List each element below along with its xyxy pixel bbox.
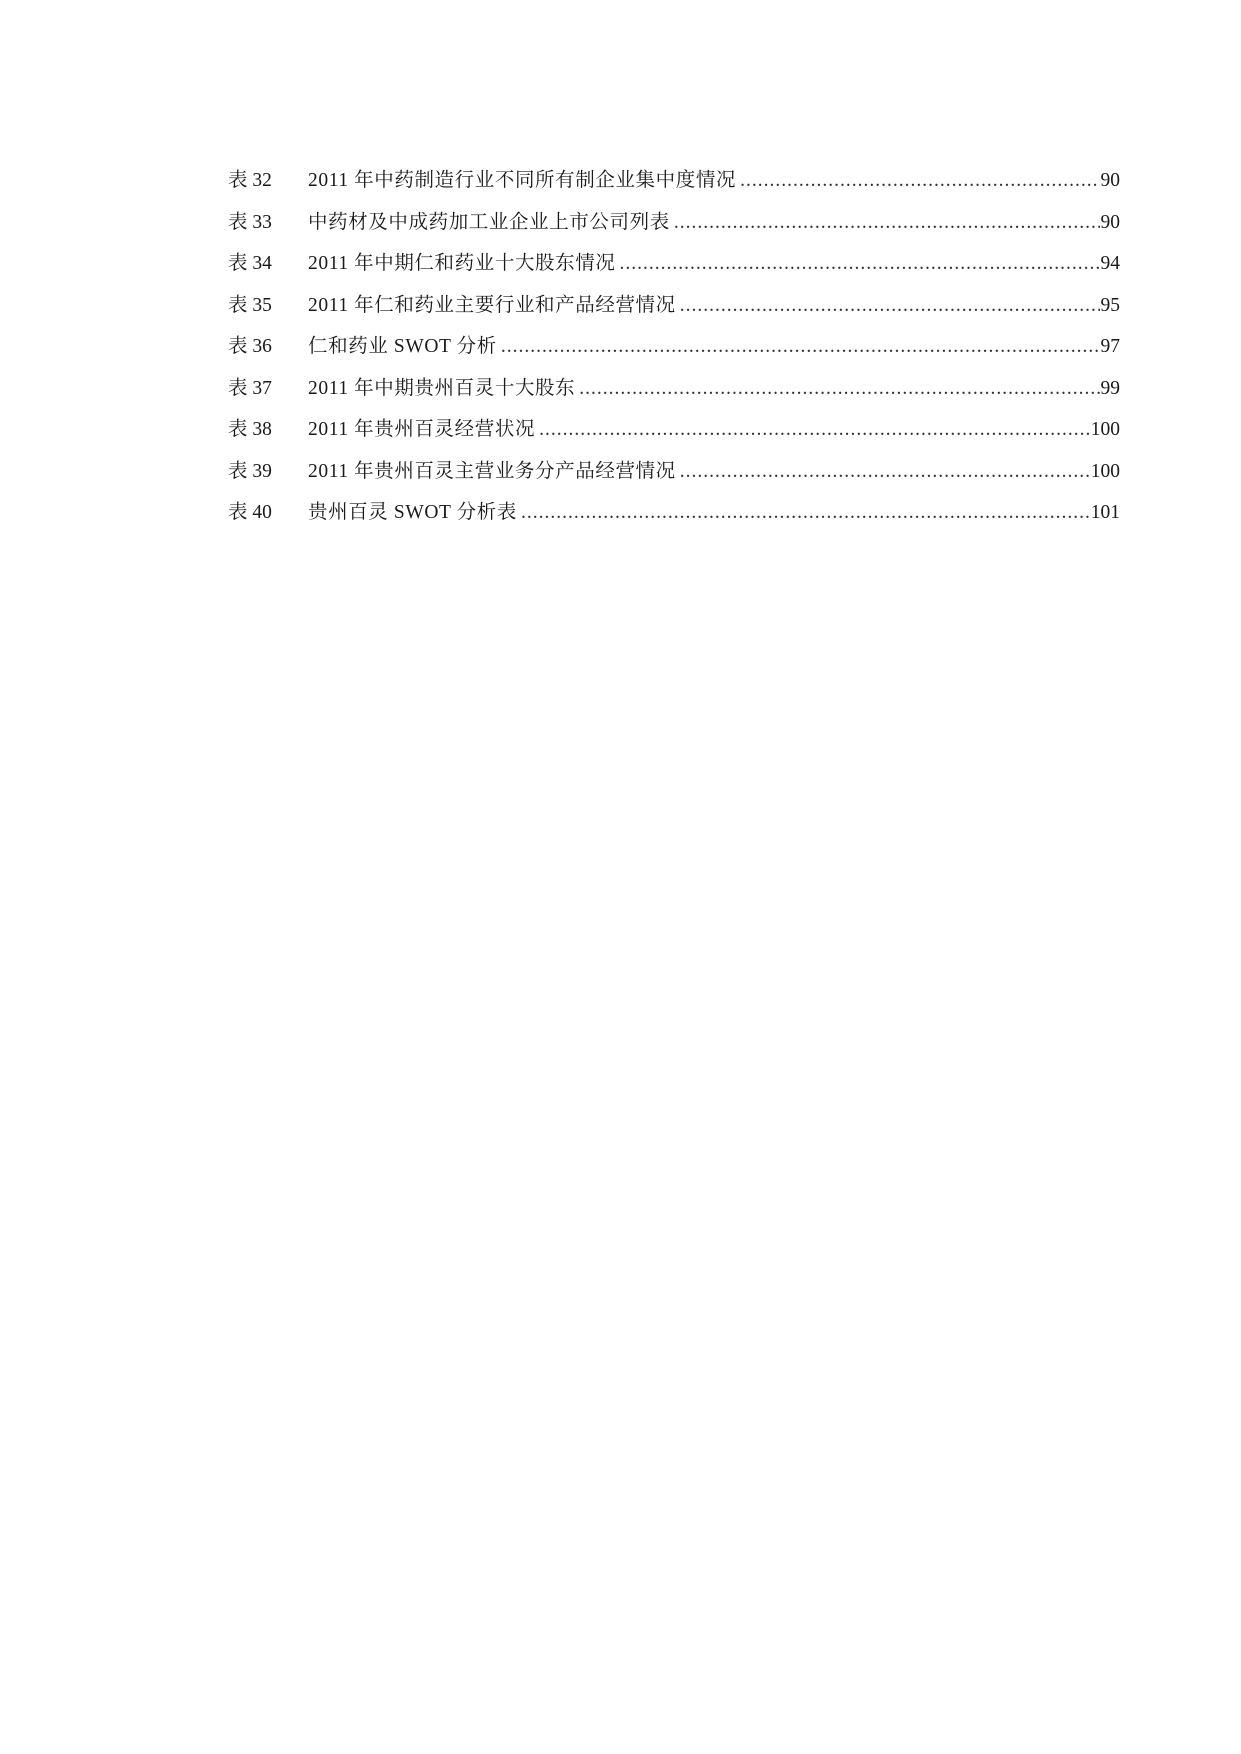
dot-leader <box>521 492 1090 534</box>
toc-entry-label: 表 36 <box>228 336 272 357</box>
toc-entry-page: 90 <box>1100 170 1120 191</box>
toc-entry-title: 中药材及中成药加工业企业上市公司列表 <box>308 211 670 233</box>
toc-entry[interactable] <box>228 243 1120 285</box>
toc-entry-label: 表 37 <box>228 377 272 399</box>
toc-entry-page: 100 <box>1090 460 1120 482</box>
toc-entry-page: 99 <box>1100 377 1120 399</box>
toc-entry-title: 仁和药业 SWOT 分析 <box>308 336 497 357</box>
toc-entry-label: 表 40 <box>228 502 272 523</box>
dot-leader <box>740 160 1099 202</box>
toc-entry-label: 表 35 <box>228 294 272 316</box>
table-of-figures <box>228 160 1120 534</box>
dot-leader <box>674 202 1100 244</box>
dot-leader <box>680 451 1090 493</box>
toc-entry-title: 2011 年中期贵州百灵十大股东 <box>308 377 576 399</box>
toc-entry-page: 100 <box>1090 419 1120 440</box>
toc-entry[interactable] <box>228 326 1120 368</box>
toc-entry-page: 90 <box>1100 211 1120 233</box>
dot-leader <box>680 285 1100 327</box>
dot-leader <box>539 409 1090 451</box>
toc-entry-title: 2011 年中期仁和药业十大股东情况 <box>308 253 616 274</box>
toc-entry-label: 表 34 <box>228 253 272 274</box>
toc-entry[interactable] <box>228 160 1120 202</box>
toc-entry-title: 2011 年中药制造行业不同所有制企业集中度情况 <box>308 170 737 191</box>
toc-entry-page: 95 <box>1100 294 1120 316</box>
toc-entry[interactable] <box>228 409 1120 451</box>
toc-entry-title: 2011 年贵州百灵主营业务分产品经营情况 <box>308 460 676 482</box>
dot-leader <box>579 368 1099 410</box>
toc-entry[interactable] <box>228 492 1120 534</box>
toc-entry-label: 表 33 <box>228 211 272 233</box>
toc-entry-label: 表 39 <box>228 460 272 482</box>
toc-entry-page: 94 <box>1100 253 1120 274</box>
toc-entry-page: 97 <box>1100 336 1120 357</box>
toc-entry-label: 表 38 <box>228 419 272 440</box>
toc-entry-title: 2011 年贵州百灵经营状况 <box>308 419 536 440</box>
toc-entry-label: 表 32 <box>228 170 272 191</box>
toc-entry[interactable] <box>228 202 1120 244</box>
toc-entry-page: 101 <box>1090 502 1120 523</box>
toc-entry[interactable] <box>228 451 1120 493</box>
toc-entry-title: 2011 年仁和药业主要行业和产品经营情况 <box>308 294 676 316</box>
toc-entry[interactable] <box>228 285 1120 327</box>
dot-leader <box>619 243 1099 285</box>
toc-entry-title: 贵州百灵 SWOT 分析表 <box>308 502 517 523</box>
toc-entry[interactable] <box>228 368 1120 410</box>
dot-leader <box>501 326 1100 368</box>
